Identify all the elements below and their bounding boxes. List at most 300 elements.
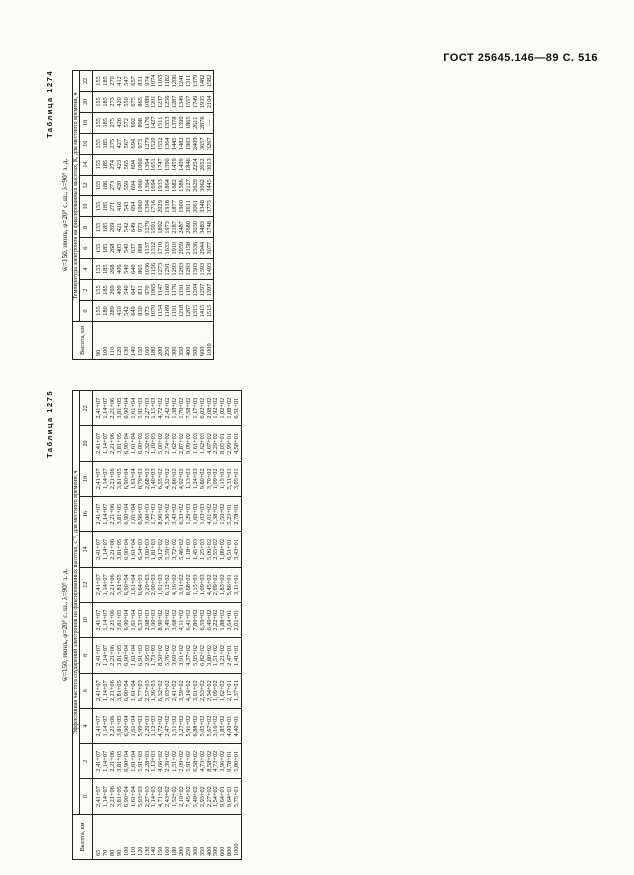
value-cell: 1074 [151,71,158,92]
value-cell: 409 [117,280,124,301]
value-cell: 1241 [179,71,186,92]
value-cell: 3062 [199,175,206,196]
value-cell: 1,36+03 [151,673,158,708]
altitude-cell: 180 [172,814,179,859]
altitude-cell: 160 [165,814,172,859]
value-cell: 2,41+07 [93,426,103,461]
value-cell: 1390 [179,112,186,133]
value-cell: 4,14+02 [186,673,193,708]
value-cell: 6,64+03 [137,567,144,602]
value-cell: 1,70+02 [179,391,186,426]
value-cell: 1293 [172,259,179,280]
value-cell: 3,11+01 [234,567,241,602]
value-cell: 6,90+04 [124,496,131,531]
value-cell: 1201 [151,91,158,112]
value-cell: 1651 [151,154,158,175]
value-cell: 426 [117,112,124,133]
value-cell: 694 [130,175,137,196]
table-label: Таблица 1275 [45,390,54,459]
value-cell: 1,83+02 [220,567,227,602]
value-cell: 155 [93,196,103,217]
value-cell: 3,81+05 [117,673,124,708]
value-cell: 3,01+02 [192,673,199,708]
value-cell: 423 [117,154,124,175]
value-cell: 1169 [165,301,172,322]
value-cell: 1445 [172,133,179,154]
value-cell: 1,89+02 [220,532,227,567]
value-cell: 2,41+02 [172,673,179,708]
value-cell: 831 [137,280,144,301]
value-cell: 3657 [199,133,206,154]
value-cell: 1218 [179,301,186,322]
value-cell: 1682 [172,175,179,196]
value-cell: 6,51+01 [227,532,234,567]
value-cell: 3,16+02 [213,708,220,743]
value-cell: 3,81+05 [117,461,124,496]
value-cell: 1378 [172,112,179,133]
value-cell: 289 [110,301,117,322]
value-cell: 1,45+03 [192,532,199,567]
value-cell: 268 [110,259,117,280]
table-row [206,71,213,360]
value-cell: 3,81+05 [117,426,124,461]
value-cell: 6,90+04 [124,638,131,673]
value-cell: 567 [124,133,131,154]
value-cell: 2158 [186,238,193,259]
value-cell: 2,74+02 [165,426,172,461]
value-cell: 540 [124,280,131,301]
value-cell: 2,21+06 [110,744,117,779]
value-cell: 1315 [192,301,199,322]
altitude-cell: 500 [192,321,199,359]
value-cell: 2,41+07 [93,532,103,567]
value-cell: 5,49+02 [165,602,172,637]
value-cell: 405 [117,238,124,259]
table-row [117,71,124,360]
value-cell: 1,19+03 [151,426,158,461]
hour-column-header: 2 [80,744,93,779]
hour-column-header: 10 [80,602,93,637]
value-cell: 2876 [199,112,206,133]
value-cell: 1903 [186,133,193,154]
value-cell: 1,15+02 [220,461,227,496]
value-cell: 1394 [144,154,151,175]
value-cell: 865 [137,259,144,280]
value-cell: 649 [130,301,137,322]
value-cell: 3,05+01 [234,461,241,496]
value-cell: 1060 [137,196,144,217]
value-cell: 2611 [192,112,199,133]
value-cell: 6,90+04 [124,567,131,602]
value-cell: 5,93+03 [137,779,144,814]
value-cell: 4,66+02 [158,744,165,779]
value-cell: 2,21+06 [110,496,117,531]
value-cell: 2127 [186,175,193,196]
value-cell: 6,79+03 [137,461,144,496]
hour-column-header: 10 [80,196,93,217]
value-cell: 1154 [158,301,165,322]
value-cell: 540 [124,238,131,259]
value-cell: 542 [124,301,131,322]
value-cell: 9,09+02 [186,426,193,461]
value-cell: 1204 [192,280,199,301]
value-cell: 694 [130,196,137,217]
altitude-cell: 110 [130,814,137,859]
altitude-cell: 150 [137,321,144,359]
value-cell: 1036 [144,259,151,280]
value-cell: 185 [103,280,110,301]
value-cell: 1,52+02 [172,779,179,814]
value-cell: — [206,112,213,133]
value-cell: 2,22+02 [213,602,220,637]
value-cell: 2611 [186,196,193,217]
value-cell: 6,54+03 [137,532,144,567]
value-cell: 6,49+02 [206,602,213,637]
value-cell: 4,01+02 [206,496,213,531]
value-cell: 6,90+04 [124,532,131,567]
table-1274 [46,70,626,360]
value-cell: 1,62+03 [199,426,206,461]
value-cell: 6,51+01 [234,391,241,426]
value-cell: 1493 [206,259,213,280]
value-cell: 1,29+03 [186,496,193,531]
value-cell: 1,14+07 [103,638,110,673]
altitude-cell: 600 [220,814,227,859]
altitude-cell: 350 [199,814,206,859]
value-cell: 3,59+02 [179,673,186,708]
value-cell: 2,41+07 [93,638,103,673]
value-cell: 2,98+03 [144,602,151,637]
value-cell: 1,14+07 [103,673,110,708]
value-cell: 1511 [158,112,165,133]
value-cell: 3,43+02 [172,496,179,531]
value-cell: 2,41+07 [93,567,103,602]
value-cell: 3013 [206,154,213,175]
value-cell: 6,82+02 [199,638,206,673]
value-cell: 6,90+04 [124,461,131,496]
value-cell: 8,68+02 [186,567,193,602]
value-cell: 6,77+03 [137,673,144,708]
value-cell: 1,09+02 [213,673,220,708]
value-cell: 3,81+05 [117,602,124,637]
altitude-cell: 600 [199,321,206,359]
value-cell: 1,12+03 [151,708,158,743]
value-cell: 3775 [206,196,213,217]
value-cell: 1364 [165,133,172,154]
value-cell: 2,43+02 [165,779,172,814]
value-cell: 1910 [172,238,179,259]
value-cell: 1864 [165,175,172,196]
table-subtitle: w̄=150, июнь, φ=20° с. ш., λ=90° з. д. [61,568,69,682]
value-cell: 2,27+03 [144,391,151,426]
value-cell: 273 [110,91,117,112]
value-cell: 1394 [144,175,151,196]
value-cell: 1710 [158,238,165,259]
value-cell: 3445 [206,175,213,196]
altitude-cell: 140 [151,814,158,859]
value-cell: 1279 [144,217,151,238]
value-cell: 268 [110,238,117,259]
hour-column-header: 16 [80,496,93,531]
value-cell: 1,15+03 [151,391,158,426]
value-cell: 3,20+03 [144,567,151,602]
value-cell: 3348 [199,196,206,217]
value-cell: 1415 [199,301,206,322]
value-cell: 155 [93,154,103,175]
table-1274-region [46,70,626,360]
value-cell: 5,59+02 [165,532,172,567]
value-cell: 6,55+02 [158,461,165,496]
value-cell: 2104 [206,91,213,112]
value-cell: 4,37+02 [186,638,193,673]
value-cell: 1,38+02 [213,496,220,531]
value-cell: 1,17+03 [192,391,199,426]
group-heading: Эффективная частота соударений электронов на фиксированных высотах, с⁻¹, для местного времени, ч [73,391,80,815]
group-heading: Температура электронов на фиксированных высотах, К, для местного времени, ч [73,71,80,322]
value-cell: 1256 [165,91,172,112]
value-cell: 637 [130,238,137,259]
value-cell: 1590 [165,154,172,175]
value-cell: 1,25+03 [199,532,206,567]
value-cell: 1,14+07 [103,496,110,531]
value-cell: 1070 [151,301,158,322]
hour-column-header: 4 [80,259,93,280]
value-cell: 1,85+02 [220,708,227,743]
value-cell: 1353 [165,112,172,133]
value-cell: 2944 [199,238,206,259]
altitude-cell: 250 [165,321,172,359]
altitude-cell: 300 [172,321,179,359]
value-cell: 185 [103,259,110,280]
value-cell: 2,57+03 [144,673,151,708]
hour-column-header: 6 [80,238,93,259]
value-cell: 2,42+02 [165,391,172,426]
value-cell: 647 [130,280,137,301]
value-cell: 2487 [179,217,186,238]
value-cell: 2,27+02 [206,779,213,814]
value-cell: 1,73+03 [151,638,158,673]
hour-column-header: 18 [80,112,93,133]
value-cell: 5,80+01 [234,744,241,779]
value-cell: 1,13+03 [151,744,158,779]
value-cell: 3,81+05 [117,744,124,779]
value-cell: 412 [117,71,124,92]
value-cell: 275 [110,133,117,154]
value-cell: 4,71+02 [158,779,165,814]
value-cell: 1206 [172,71,179,92]
value-cell: 1,77+03 [151,496,158,531]
value-cell: 1,03+03 [199,496,206,531]
value-cell: 3,21+02 [220,638,227,673]
value-cell: 7,45+02 [186,779,193,814]
value-cell: 1293 [186,259,193,280]
value-cell: 1,14+07 [103,602,110,637]
value-cell: 4,11+02 [179,602,186,637]
altitude-cell: 130 [144,814,151,859]
value-cell: 4,73+02 [199,744,206,779]
value-cell: 1191 [186,280,193,301]
value-cell: 2,21+06 [110,461,117,496]
value-cell: 185 [103,154,110,175]
value-cell: 6,41+02 [186,602,193,637]
table-row [130,71,137,360]
value-cell: 1,61+04 [130,708,137,743]
value-cell: 185 [103,238,110,259]
value-cell: 1163 [158,71,165,92]
value-cell: 2,27+03 [144,779,151,814]
value-cell: 1156 [151,259,158,280]
value-cell: 1,51+02 [172,708,179,743]
value-cell: 694 [130,133,137,154]
value-cell: 269 [110,217,117,238]
value-cell: 1935 [199,91,206,112]
value-cell: 270 [110,71,117,92]
value-cell: 1,69+03 [192,496,199,531]
value-cell: 3,81+05 [117,779,124,814]
table-subtitle: w̄=150, июнь, φ=20° с. ш., λ=90° з. д. [61,158,69,272]
value-cell: 5,05+02 [199,708,206,743]
value-cell: 1,61+04 [130,638,137,673]
value-cell: 274 [110,154,117,175]
value-cell: 185 [103,196,110,217]
value-cell: 1877 [172,196,179,217]
value-cell: 1694 [151,175,158,196]
value-cell: 3,96+02 [220,744,227,779]
value-cell: 271 [110,196,117,217]
value-cell: 420 [117,175,124,196]
value-cell: 6,90+04 [124,779,131,814]
value-cell: 2,21+06 [110,391,117,426]
value-cell: 1191 [172,301,179,322]
value-cell: 155 [93,133,103,154]
value-cell: 550 [124,91,131,112]
hour-column-header: 0 [80,779,93,814]
value-cell: 4,40+01 [234,708,241,743]
value-cell: 5,91+03 [137,391,144,426]
altitude-cell: 120 [117,321,124,359]
hour-column-header: 0 [80,301,93,322]
value-cell: 5,91+03 [137,744,144,779]
hour-column-header: 20 [80,426,93,461]
value-cell: 155 [93,301,103,322]
value-cell: 543 [124,196,131,217]
value-cell: 1,09+02 [213,461,220,496]
value-cell: 1,61+04 [130,673,137,708]
value-cell: 6,59+02 [199,602,206,637]
value-cell: 4,58+01 [234,426,241,461]
value-cell: 3,91+02 [179,567,186,602]
value-cell: 9,80+02 [199,461,206,496]
value-cell: 2,17+01 [227,673,234,708]
value-cell: 155 [93,71,103,92]
value-cell: 3077 [206,238,213,259]
value-cell: 1349 [179,91,186,112]
value-cell: 1,61+04 [130,496,137,531]
altitude-cell: 800 [227,814,234,859]
value-cell: 1,09+03 [199,567,206,602]
value-cell: 6,90+04 [124,426,131,461]
value-cell: 3,00+03 [144,496,151,531]
value-cell: 1,14+07 [103,461,110,496]
value-cell: 185 [103,112,110,133]
value-cell: 3,64+01 [227,602,234,637]
value-cell: 1,14+07 [103,779,110,814]
value-cell: 6,53+03 [137,602,144,637]
value-cell: 3,80+02 [206,638,213,673]
value-cell: 2,68+03 [144,461,151,496]
value-cell: 1,81+03 [151,532,158,567]
value-cell: 185 [103,71,110,92]
value-cell: 2,21+06 [110,532,117,567]
value-cell: 1394 [144,196,151,217]
value-cell: 2629 [192,175,199,196]
altitude-cell: 350 [179,321,186,359]
hour-column-header: 12 [80,175,93,196]
value-cell: 2254 [192,154,199,175]
value-cell: 1303 [192,259,199,280]
value-cell: 1900 [179,196,186,217]
table-row [234,391,241,860]
value-cell: 6,90+04 [124,673,131,708]
value-cell: 410 [117,301,124,322]
value-cell: 3,91+02 [179,638,186,673]
value-cell: 6,32+02 [158,673,165,708]
value-cell: 9,12+02 [158,532,165,567]
value-cell: 6,58+02 [192,744,199,779]
value-cell: 1,14+07 [103,567,110,602]
value-cell: 6,33+02 [179,496,186,531]
value-cell: 6,90+04 [124,602,131,637]
value-cell: 6,91+03 [137,638,144,673]
altitude-heading: Высота, км [73,814,93,859]
value-cell: 1176 [144,112,151,133]
value-cell: 1747 [158,154,165,175]
value-cell: 3,81+05 [117,532,124,567]
value-cell: 2,01+01 [234,602,241,637]
value-cell: 5,86+01 [227,567,234,602]
value-cell: 421 [117,217,124,238]
value-cell: 1,01+03 [158,567,165,602]
value-cell: 1160 [165,280,172,301]
value-cell: 640 [130,259,137,280]
value-cell: 4,00+01 [227,708,234,743]
value-cell: 1918 [165,196,172,217]
value-cell: 1,41+01 [234,638,241,673]
value-cell: 1287 [172,91,179,112]
value-cell: 2,21+06 [110,708,117,743]
value-cell: 6,96+03 [137,496,144,531]
value-cell: 2,34+02 [206,673,213,708]
value-cell: 1,40+03 [151,461,158,496]
value-cell: 1,18+03 [186,532,193,567]
value-cell: 1397 [206,280,213,301]
table-row [124,71,131,360]
value-cell: 1892 [158,217,165,238]
value-cell: 6,90+04 [124,708,131,743]
table-row [93,71,103,360]
value-cell: 3,81+05 [117,708,124,743]
value-cell: 4,72+02 [158,708,165,743]
value-cell: 3,70+02 [206,461,213,496]
value-cell: 155 [93,280,103,301]
value-cell: 1515 [206,301,213,322]
altitude-cell: 80 [110,814,117,859]
value-cell: 1,14+07 [103,532,110,567]
value-cell: 3,81+05 [117,391,124,426]
altitude-cell: 400 [186,321,193,359]
hour-column-header: 6 [80,673,93,708]
value-cell: 5,00+02 [158,426,165,461]
